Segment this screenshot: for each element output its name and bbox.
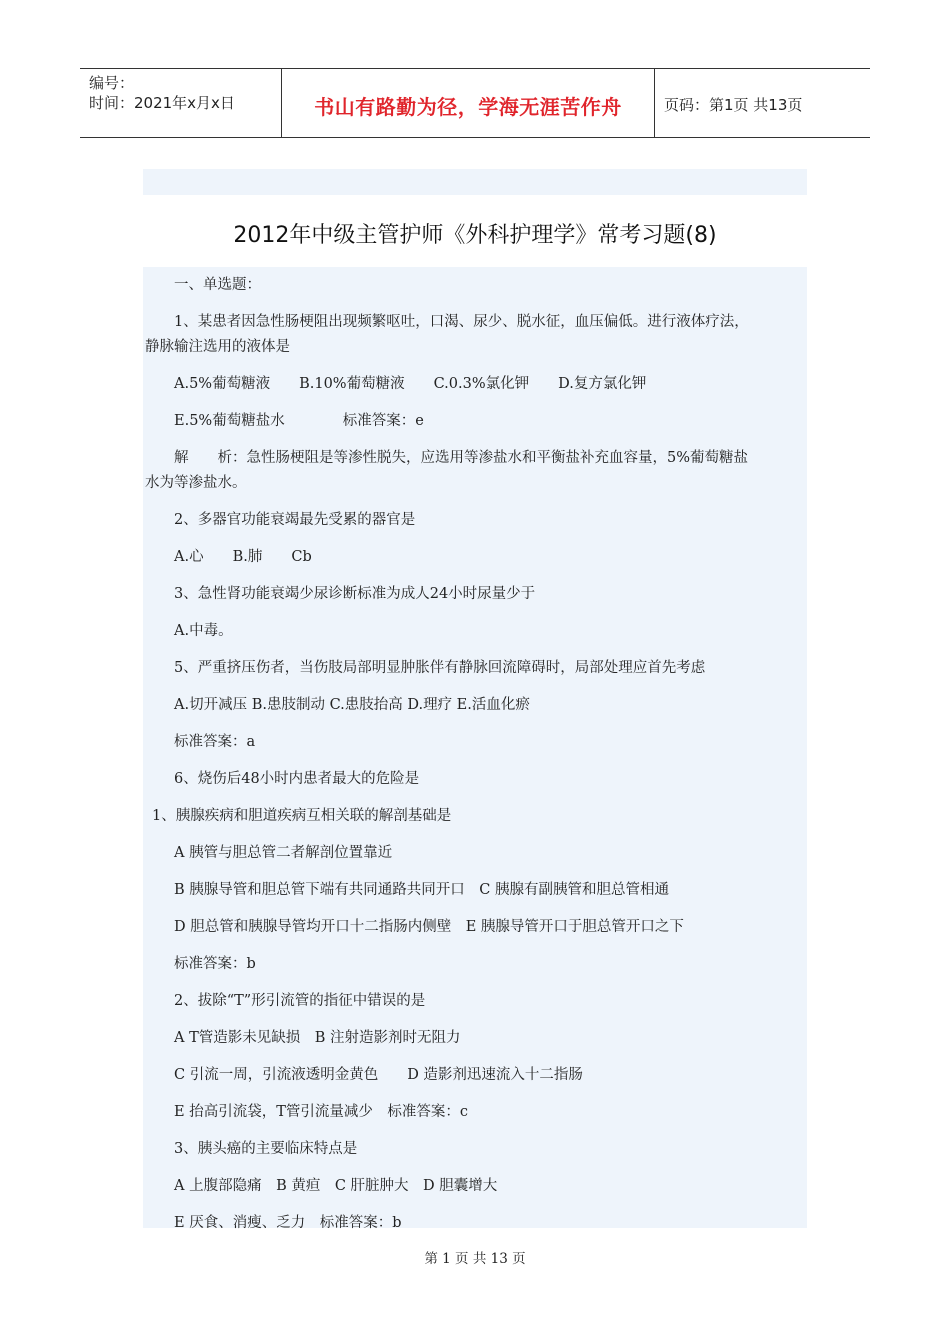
content-panel <box>143 267 807 1231</box>
answer-options: E.5%葡萄糖盐水 标准答案：e <box>174 413 424 429</box>
answer-options: D 胆总管和胰腺导管均开口十二指肠内侧壁 E 胰腺导管开口于胆总管开口之下 <box>174 919 684 935</box>
answer-options: E 厌食、消瘦、乏力 标准答案：b <box>174 1215 402 1231</box>
answer-options: E 抬高引流袋，T管引流量减少 标准答案：c <box>174 1104 468 1120</box>
answer-options: A 上腹部隐痛 B 黄疸 C 肝脏肿大 D 胆囊增大 <box>174 1178 498 1194</box>
answer-options: A.中毒。 <box>174 623 233 639</box>
question-text: 2、拔除“T”形引流管的指征中错误的是 <box>174 993 426 1009</box>
page-info: 页码：第1页 共13页 <box>664 96 803 114</box>
question-text: 6、烧伤后48小时内患者最大的危险是 <box>174 771 420 787</box>
standard-answer: 标准答案：a <box>174 734 256 750</box>
question-text: 2、多器官功能衰竭最先受累的器官是 <box>174 512 416 528</box>
header-meta-cell <box>80 69 282 137</box>
question-text: 3、急性肾功能衰竭少尿诊断标准为成人24小时尿量少于 <box>174 586 536 602</box>
question-text: 1、胰腺疾病和胆道疾病互相关联的解剖基础是 <box>152 808 452 824</box>
answer-options: B 胰腺导管和胆总管下端有共同通路共同开口 C 胰腺有副胰管和胆总管相通 <box>174 882 669 898</box>
header-table <box>80 68 870 138</box>
question-text: 5、严重挤压伤者，当伤肢局部明显肿胀伴有静脉回流障碍时，局部处理应首先考虑 <box>174 660 706 676</box>
explanation-text: 解 析：急性肠梗阻是等渗性脱失，应选用等渗盐水和平衡盐补充血容量，5%葡萄糖盐 <box>174 450 748 466</box>
answer-options: A.切开减压 B.患肢制动 C.患肢抬高 D.理疗 E.活血化瘀 <box>174 697 530 713</box>
question-text: 静脉输注选用的液体是 <box>145 339 290 355</box>
motto: 书山有路勤为径，学海无涯苦作舟 <box>314 95 622 119</box>
decorative-band <box>143 169 807 195</box>
explanation-text: 水为等渗盐水。 <box>145 475 247 491</box>
date-label: 时间：2021年x月x日 <box>89 94 235 112</box>
page-footer: 第 1 页 共 13 页 <box>424 1251 526 1267</box>
header-page-cell <box>655 69 870 137</box>
standard-answer: 标准答案：b <box>174 956 256 972</box>
question-text: 3、胰头癌的主要临床特点是 <box>174 1141 358 1157</box>
answer-options: A T管造影未见缺损 B 注射造影剂时无阻力 <box>174 1030 461 1046</box>
number-label: 编号： <box>89 74 135 92</box>
answer-options: A.心 B.肺 Cb <box>174 549 312 565</box>
answer-options: C 引流一周，引流液透明金黄色 D 造影剂迅速流入十二指肠 <box>174 1067 583 1083</box>
document-title: 2012年中级主管护师《外科护理学》常考习题(8) <box>233 223 717 248</box>
question-text: 1、某患者因急性肠梗阻出现频繁呕吐，口渴、尿少、脱水征，血压偏低。进行液体疗法， <box>174 314 749 330</box>
header-motto-cell <box>282 69 655 137</box>
answer-options: A 胰管与胆总管二者解剖位置靠近 <box>174 845 393 861</box>
answer-options: A.5%葡萄糖液 B.10%葡萄糖液 C.0.3%氯化钾 D.复方氯化钾 <box>174 376 647 392</box>
section-heading: 一、单选题： <box>174 277 261 293</box>
